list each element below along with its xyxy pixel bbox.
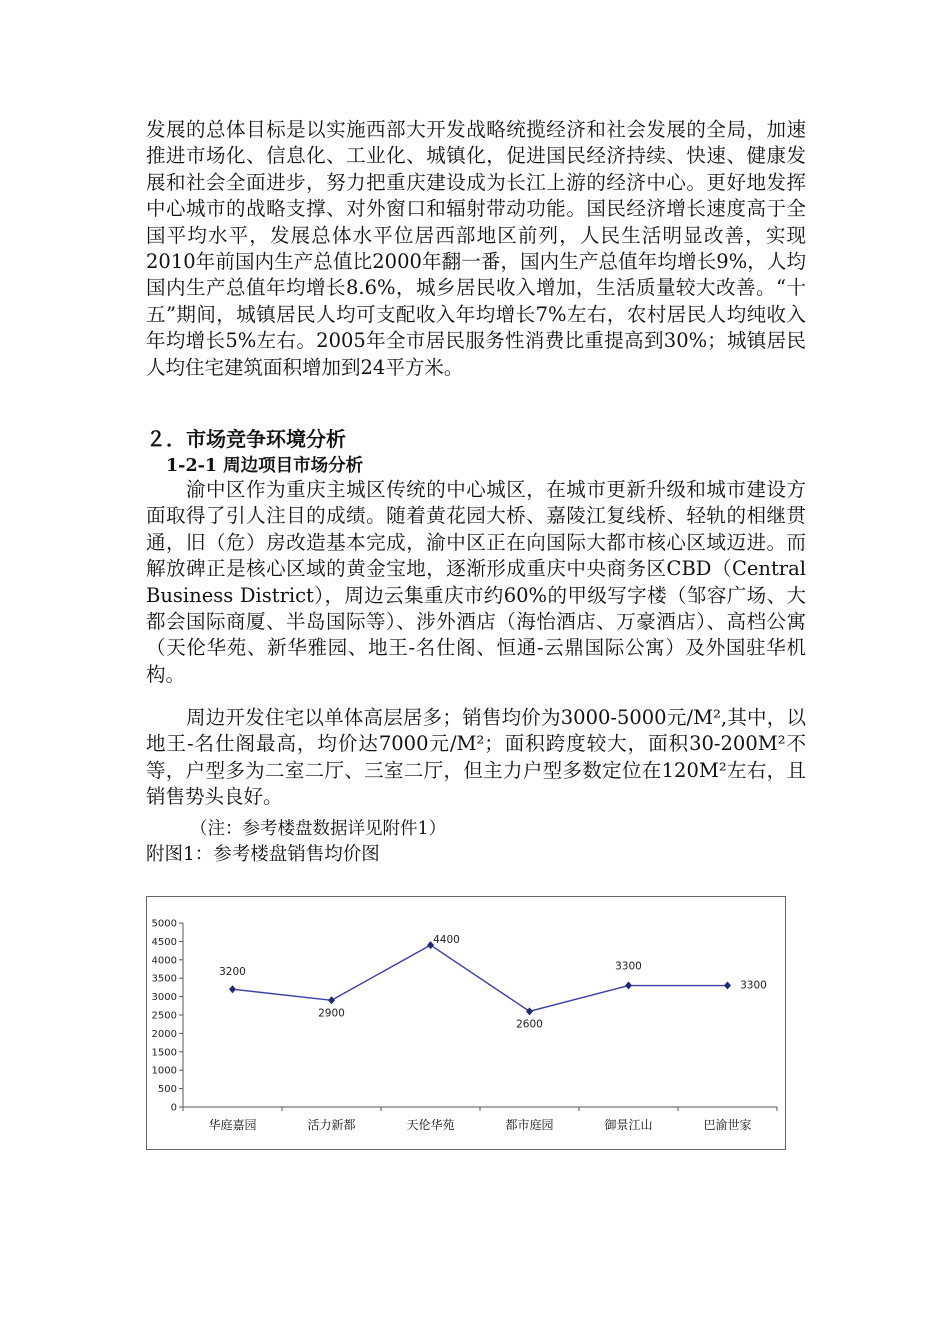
subsection-heading: 1-2-1 周边项目市场分析 xyxy=(166,456,364,476)
x-tick-label: 御景江山 xyxy=(604,1118,653,1132)
y-tick-label: 3000 xyxy=(151,992,177,1004)
data-point xyxy=(328,996,335,1004)
x-tick-label: 都市庭园 xyxy=(505,1118,554,1132)
y-tick-label: 5000 xyxy=(151,918,177,930)
appendix-note: （注：参考楼盘数据详见附件1） xyxy=(190,819,447,839)
y-tick-label: 0 xyxy=(170,1102,177,1114)
x-tick-label: 华庭嘉园 xyxy=(208,1118,257,1132)
y-tick-label: 2000 xyxy=(151,1028,177,1040)
data-point xyxy=(724,982,731,990)
y-tick-label: 4000 xyxy=(151,955,177,967)
section-heading: ２．市场竞争环境分析 xyxy=(146,427,346,451)
paragraph-housing-prices: 周边开发住宅以单体高层居多；销售均价为3000-5000元/M²,其中，以地王-名仕阁最高，均价达7000元/M²；面积跨度较大，面积30-200M²不等，户型多为二室二厅、三室二厅，但主力户型多数定位在120M²左右，且销售势头良好。 xyxy=(146,706,806,809)
y-tick-label: 4500 xyxy=(151,936,177,948)
chart-svg xyxy=(147,897,785,1149)
x-tick-label: 巴渝世家 xyxy=(703,1118,752,1132)
data-point xyxy=(625,982,632,990)
data-point xyxy=(526,1007,533,1015)
data-label: 3300 xyxy=(740,979,767,992)
paragraph-yuzhong-district: 渝中区作为重庆主城区传统的中心城区，在城市更新升级和城市建设方面取得了引人注目的成绩。随着黄花园大桥、嘉陵江复线桥、轻轨的相继贯通，旧（危）房改造基本完成，渝中区正在向国际大都市核心区域迈进。而解放碑正是核心区域的黄金宝地，逐渐形成重庆中央商务区CBD（Central Business District），周边云集重庆市约60%的甲级写字楼（邹容广场、大都会国际商厦、半岛国际等）、涉外酒店（海怡酒店、万豪酒店）、高档公寓（天伦华苑、新华雅园、地王-名仕阁、恒通-云鼎国际公寓）及外国驻华机构。 xyxy=(146,478,806,686)
y-tick-label: 1500 xyxy=(151,1047,177,1059)
x-tick-label: 活力新都 xyxy=(307,1118,356,1132)
paragraph-development-goals: 发展的总体目标是以实施西部大开发战略统揽经济和社会发展的全局，加速推进市场化、信息化、工业化、城镇化，促进国民经济持续、快速、健康发展和社会全面进步，努力把重庆建设成为长江上游的经济中心。更好地发挥中心城市的战略支撑、对外窗口和辐射带动功能。国民经济增长速度高于全国平均水平，发展总体水平位居西部地区前列，人民生活明显改善，实现2010年前国内生产总值比2000年翻一番，国内生产总值年均增长9%，人均国内生产总值年均增长8.6%，城乡居民收入增加，生活质量较大改善。“十五”期间，城镇居民人均可支配收入年均增长7%左右，农村居民人均纯收入年均增长5%左右。2005年全市居民服务性消费比重提高到30%；城镇居民人均住宅建筑面积增加到24平方米。 xyxy=(146,118,806,379)
data-label: 2900 xyxy=(318,1007,345,1020)
y-tick-label: 500 xyxy=(157,1084,177,1096)
data-label: 3200 xyxy=(219,966,246,979)
y-tick-label: 2500 xyxy=(151,1010,177,1022)
x-tick-label: 天伦华苑 xyxy=(406,1118,455,1132)
y-tick-label: 3500 xyxy=(151,973,177,985)
figure-caption: 附图1：参考楼盘销售均价图 xyxy=(146,844,380,865)
data-label: 4400 xyxy=(433,934,460,947)
data-point xyxy=(229,985,236,993)
price-line-chart xyxy=(146,896,786,1150)
data-label: 3300 xyxy=(615,960,642,973)
data-label: 2600 xyxy=(516,1018,543,1031)
series-line xyxy=(233,945,728,1011)
y-tick-label: 1000 xyxy=(151,1065,177,1077)
